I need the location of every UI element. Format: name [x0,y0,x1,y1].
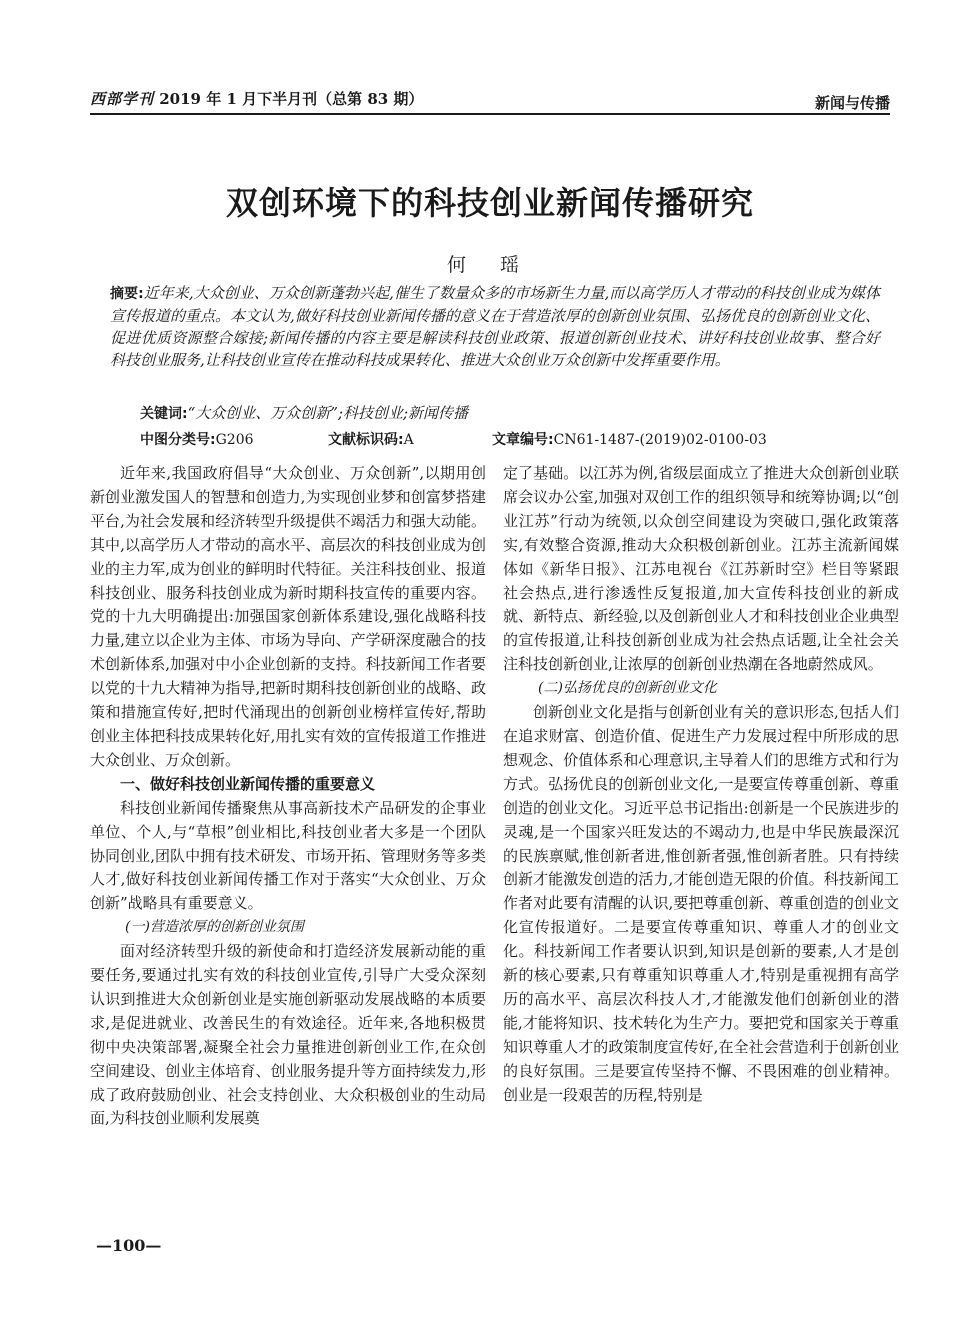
article-title: 双创环境下的科技创业新闻传播研究 [225,184,754,222]
section-heading: 一、做好科技创业新闻传播的重要意义 [120,774,376,793]
header-rule [90,113,890,115]
document-code: 文献标识码:A [328,432,414,448]
running-header [90,82,890,114]
left-column [90,462,486,1131]
paragraph: 科技创业新闻传播聚焦从事高新技术产品研发的企事业单位、个人,与“草根”创业相比,科技创业者大多是一个团队协同创业,团队中拥有技术研发、市场开拓、管理财务等多类人才,做好科技创业新闻传播工作对于落实“大众创业、万众创新”战略具有重要意义。 [90,798,486,913]
right-column [503,462,899,1107]
article-number: 文章编号:CN61-1487-(2019)02-0100-03 [492,432,767,448]
keywords [140,402,468,423]
abstract-text: 近年来,大众创业、万众创新蓬勃兴起,催生了数量众多的市场新生力量,而以高学历人才带动的科技创业成为媒体宣传报道的重点。本文认为,做好科技创业新闻传播的意义在于营造浓厚的创新创业氛围、弘扬优良的创新创业文化、促进优质资源整合嫁接;新闻传播的内容主要是解读科技创业政策、报道创新创业技术、讲好科技创业故事、整合好科技创业服务,让科技创业宣传在推动科技成果转化、推进大众创业万众创新中发挥重要作用。 [110,284,880,369]
clc-number: 中图分类号:G206 [140,432,254,448]
keywords-label: 关键词: [140,406,188,422]
abstract-label: 摘要: [110,286,144,302]
header-left [90,88,423,109]
subsection-heading: (二)弘扬优良的创新创业文化 [538,680,717,697]
article-author: 何 瑶 [446,254,534,276]
issue-info: 2019 年 1 月下半月刊（总第 83 期） [159,90,424,108]
page-number: —100— [96,1236,162,1255]
keywords-text: “大众创业、万众创新”;科技创业;新闻传播 [187,404,469,422]
abstract [110,282,880,371]
paragraph: 创新创业文化是指与创新创业有关的意识形态,包括人们在追求财富、创造价值、促进生产力发展过程中所形成的思想观念、价值体系和心理意识,主导着人们的思维方式和行为方式。弘扬优良的创新创业文化,一是要宣传尊重创新、尊重创造的创业文化。习近平总书记指出:创新是一个民族进步的灵魂,是一个国家兴旺发达的不竭动力,也是中华民族最深沉的民族禀赋,惟创新者进,惟创新者强,惟创新者胜。只有持续创新才能激发创造的活力,才能创造无限的价值。科技新闻工作者对此要有清醒的认识,要把尊重创新、尊重创造的创业文化宣传报道好。二是要宣传尊重知识、尊重人才的创业文化。科技新闻工作者要认识到,知识是创新的要素,人才是创新的核心要素,只有尊重知识尊重人才,特别是重视拥有高学历的高水平、高层次科技人才,才能激发他们创新创业的潜能,才能将知识、技术转化为生产力。要把党和国家关于尊重知识尊重人才的政策制度宣传好,在全社会营造利于创新创业的良好氛围。三是要宣传坚持不懈、不畏困难的创业精神。创业是一段艰苦的历程,特别是 [503,703,899,1104]
paragraph: 面对经济转型升级的新使命和打造经济发展新动能的重要任务,要通过扎实有效的科技创业宣传,引导广大受众深刻认识到推进大众创新创业是实施创新驱动发展战略的本质要求,是促进就业、改善民生的有效途径。近年来,各地积极贯彻中央决策部署,凝聚全社会力量推进创新创业工作,在众创空间建设、创业主体培育、创业服务提升等方面持续发力,形成了政府鼓励创业、社会支持创业、大众积极创业的生动局面,为科技创业顺利发展奠 [90,942,486,1128]
subsection-heading: (一)营造浓厚的创新创业氛围 [125,919,304,936]
paragraph: 近年来,我国政府倡导“大众创业、万众创新”,以期用创新创业激发国人的智慧和创造力,为实现创业梦和创富梦搭建平台,为社会发展和经济转型升级提供不竭活力和强大动能。其中,以高学历人才带动的高水平、高层次的科技创业成为创业的主力军,成为创业的鲜明时代特征。关注科技创业、报道科技创业、服务科技创业成为新时期科技宣传的重要内容。党的十九大明确提出:加强国家创新体系建设,强化战略科技力量,建立以企业为主体、市场为导向、产学研深度融合的技术创新体系,加强对中小企业创新的支持。科技新闻工作者要以党的十九大精神为指导,把新时期科技创新创业的战略、政策和措施宣传好,把时代涌现出的创新创业榜样宣传好,帮助创业主体把科技成果转化好,用扎实有效的宣传报道工作推进大众创业、万众创新。 [90,464,486,769]
classification-line [140,429,880,451]
section-name: 新闻与传播 [814,94,890,112]
paragraph: 定了基础。以江苏为例,省级层面成立了推进大众创新创业联席会议办公室,加强对双创工作的组织领导和统筹协调;以“创业江苏”行动为统领,以众创空间建设为突破口,强化政策落实,有效整合资源,推动大众积极创新创业。江苏主流新闻媒体如《新华日报》、江苏电视台《江苏新时空》栏目等紧跟社会热点,进行渗透性反复报道,加大宣传科技创业的新成就、新特点、新经验,以及创新创业人才和科技创业企业典型的宣传报道,让科技创新创业成为社会热点话题,让全社会关注科技创新创业,让浓厚的创新创业热潮在各地蔚然成风。 [503,464,899,674]
journal-name: 西部学刊 [90,90,155,108]
